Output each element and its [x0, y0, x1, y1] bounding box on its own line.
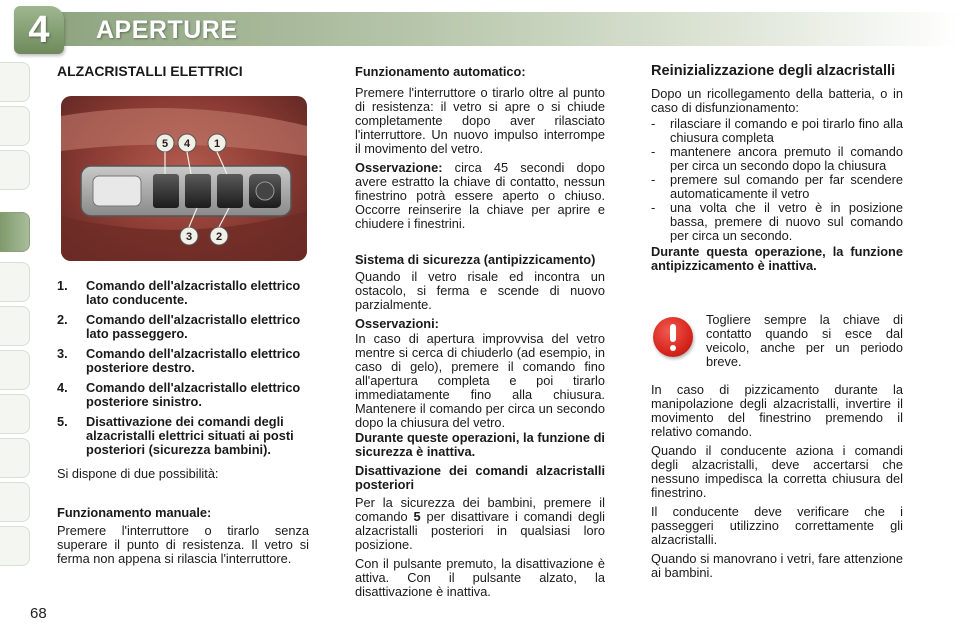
- list-item-number: 3.: [57, 346, 68, 361]
- side-tab-1: [0, 62, 30, 102]
- manual-title: Funzionamento manuale:: [57, 505, 212, 520]
- window-switch-photo: [61, 96, 307, 261]
- observation-text: circa 45 secondi dopo avere estratto la chiave di contatto, nessun finestrino potrà essere aperto o chiuso. Occorre reinserire la chiave per aprire e chiudere i finestrini.: [355, 160, 605, 231]
- page-number: 68: [30, 605, 47, 622]
- section-title: ALZACRISTALLI ELETTRICI: [57, 63, 243, 79]
- list-item-number: 2.: [57, 312, 68, 327]
- side-tab-3: [0, 150, 30, 190]
- chapter-number: 4: [28, 9, 50, 51]
- deactivation-paragraph: [355, 496, 605, 552]
- manual-text: Premere l'interruttore o tirarlo senza superare il punto di resistenza. Il vetro si ferma non appena si rilascia l'interruttore.: [57, 523, 309, 566]
- reset-steps-list: [651, 117, 903, 243]
- list-item-number: 5.: [57, 414, 68, 429]
- auto-text: Premere l'interruttore o tirarlo oltre al punto di resistenza: il vetro si apre o si chiude completamente dopo aver rilasciato l'interruttore. Un nuovo impulso interrompe il movimento del vetro.: [355, 85, 605, 156]
- deactivation-post: per disattivare i comandi degli alzacristalli posteriori in qualsiasi loro posizione.: [355, 509, 605, 552]
- switch-panel-illustration: [61, 96, 307, 261]
- children-paragraph: Quando si manovrano i vetri, fare attenzione ai bambini.: [651, 551, 903, 580]
- observation-label: Osservazione:: [355, 160, 443, 175]
- list-item-number: 4.: [57, 380, 68, 395]
- side-tab-9: [0, 438, 30, 478]
- auto-title: Funzionamento automatico:: [355, 64, 526, 79]
- side-tab-10: [0, 482, 30, 522]
- safety-text: Quando il vetro risale ed incontra un ostacolo, si ferma e scende di nuovo parzialmente.: [355, 269, 605, 312]
- column-left: [57, 58, 309, 571]
- reset-title: Reinizializzazione degli alzacristalli: [651, 63, 896, 79]
- photo-label-5: 5: [161, 138, 169, 150]
- list-item: [57, 415, 309, 457]
- list-item-text: Comando dell'alzacristallo elettrico lato passeggero.: [86, 312, 301, 341]
- list-item: - una volta che il vetro è in posizione bassa, premere di nuovo sul comando per circa un secondo.: [651, 200, 903, 243]
- side-tab-2: [0, 106, 30, 146]
- reset-step-text: rilasciare il comando e poi tirarlo fino alla chiusura completa: [670, 116, 903, 145]
- warning-text: Togliere sempre la chiave di contatto quando si esce dal veicolo, anche per un periodo breve.: [706, 312, 903, 369]
- list-item-number: 1.: [57, 278, 68, 293]
- observations-text: In caso di apertura improvvisa del vetro mentre si cerca di chiuderlo (ad esempio, in caso di gelo), premere il comando fino all'apertura completa e poi tirarlo immediatamente fino alla chiusura. Mantenere il comando per circa un secondo dopo la chiusura del vetro.: [355, 331, 605, 430]
- list-item: [57, 279, 309, 307]
- pinch-paragraph: In caso di pizzicamento durante la manipolazione degli alzacristalli, invertire il movimento del finestrino premendo il relativo comando.: [651, 382, 903, 439]
- reset-note: Durante questa operazione, la funzione antipizzicamento è inattiva.: [651, 244, 903, 273]
- list-item-text: Comando dell'alzacristallo elettrico posteriore sinistro.: [86, 380, 301, 409]
- side-tab-6: [0, 306, 30, 346]
- deactivation-title: Disattivazione dei comandi alzacristalli posteriori: [355, 463, 605, 492]
- deactivation-control-number: 5: [413, 509, 421, 524]
- safety-title: Sistema di sicurezza (antipizzicamento): [355, 252, 596, 267]
- chapter-side-tabs: [0, 62, 34, 582]
- controls-list: [57, 279, 309, 457]
- warning-exclamation-icon: [653, 317, 693, 357]
- reset-intro: Dopo un ricollegamento della batteria, o in caso di disfunzionamento:: [651, 86, 903, 115]
- column-middle: [355, 58, 605, 604]
- list-item: - premere sul comando per far scendere automaticamente il vetro: [651, 172, 903, 201]
- side-tab-8: [0, 394, 30, 434]
- list-item-text: Disattivazione dei comandi degli alzacristalli elettrici situati ai posti posteriori (sicurezza bambini).: [86, 414, 294, 457]
- side-tab-7: [0, 350, 30, 390]
- side-tab-11: [0, 526, 30, 566]
- driver-paragraph: Quando il conducente aziona i comandi degli alzacristalli, deve accertarsi che nessuno impedisca la corretta chiusura del finestrino.: [651, 443, 903, 500]
- photo-label-1: 1: [213, 138, 221, 150]
- page-title: APERTURE: [96, 16, 238, 44]
- photo-label-2: 2: [215, 231, 223, 243]
- reset-step-text: mantenere ancora premuto il comando per circa un secondo dopo la chiusura: [670, 144, 903, 173]
- list-item: [57, 381, 309, 409]
- column-right: [651, 58, 903, 585]
- list-item-text: Comando dell'alzacristallo elettrico lato conducente.: [86, 278, 301, 307]
- possibilities-text: Si dispone di due possibilità:: [57, 466, 219, 481]
- observation-paragraph: [355, 161, 605, 231]
- photo-label-3: 3: [185, 231, 193, 243]
- list-item-text: Comando dell'alzacristallo elettrico posteriore destro.: [86, 346, 301, 375]
- list-item: [57, 313, 309, 341]
- reset-step-text: una volta che il vetro è in posizione bassa, premere di nuovo sul comando per circa un secondo.: [670, 200, 903, 243]
- observations-title: Osservazioni:: [355, 316, 439, 331]
- photo-label-4: 4: [183, 138, 191, 150]
- passengers-paragraph: Il conducente deve verificare che i passeggeri utilizzino correttamente gli alzacristalli.: [651, 504, 903, 547]
- list-item: [57, 347, 309, 375]
- warning-box: [651, 313, 903, 383]
- safety-note: Durante queste operazioni, la funzione di sicurezza è inattiva.: [355, 430, 605, 459]
- deactivation-text-2: Con il pulsante premuto, la disattivazione è attiva. Con il pulsante alzato, la disattivazione è inattiva.: [355, 556, 605, 599]
- deactivation-pre: Per la sicurezza dei bambini, premere il comando: [355, 495, 605, 524]
- side-tab-4-active: [0, 212, 30, 252]
- reset-step-text: premere sul comando per far scendere automaticamente il vetro: [670, 172, 903, 201]
- list-item: - rilasciare il comando e poi tirarlo fino alla chiusura completa: [651, 116, 903, 145]
- list-item: - mantenere ancora premuto il comando per circa un secondo dopo la chiusura: [651, 144, 903, 173]
- side-tab-5: [0, 262, 30, 302]
